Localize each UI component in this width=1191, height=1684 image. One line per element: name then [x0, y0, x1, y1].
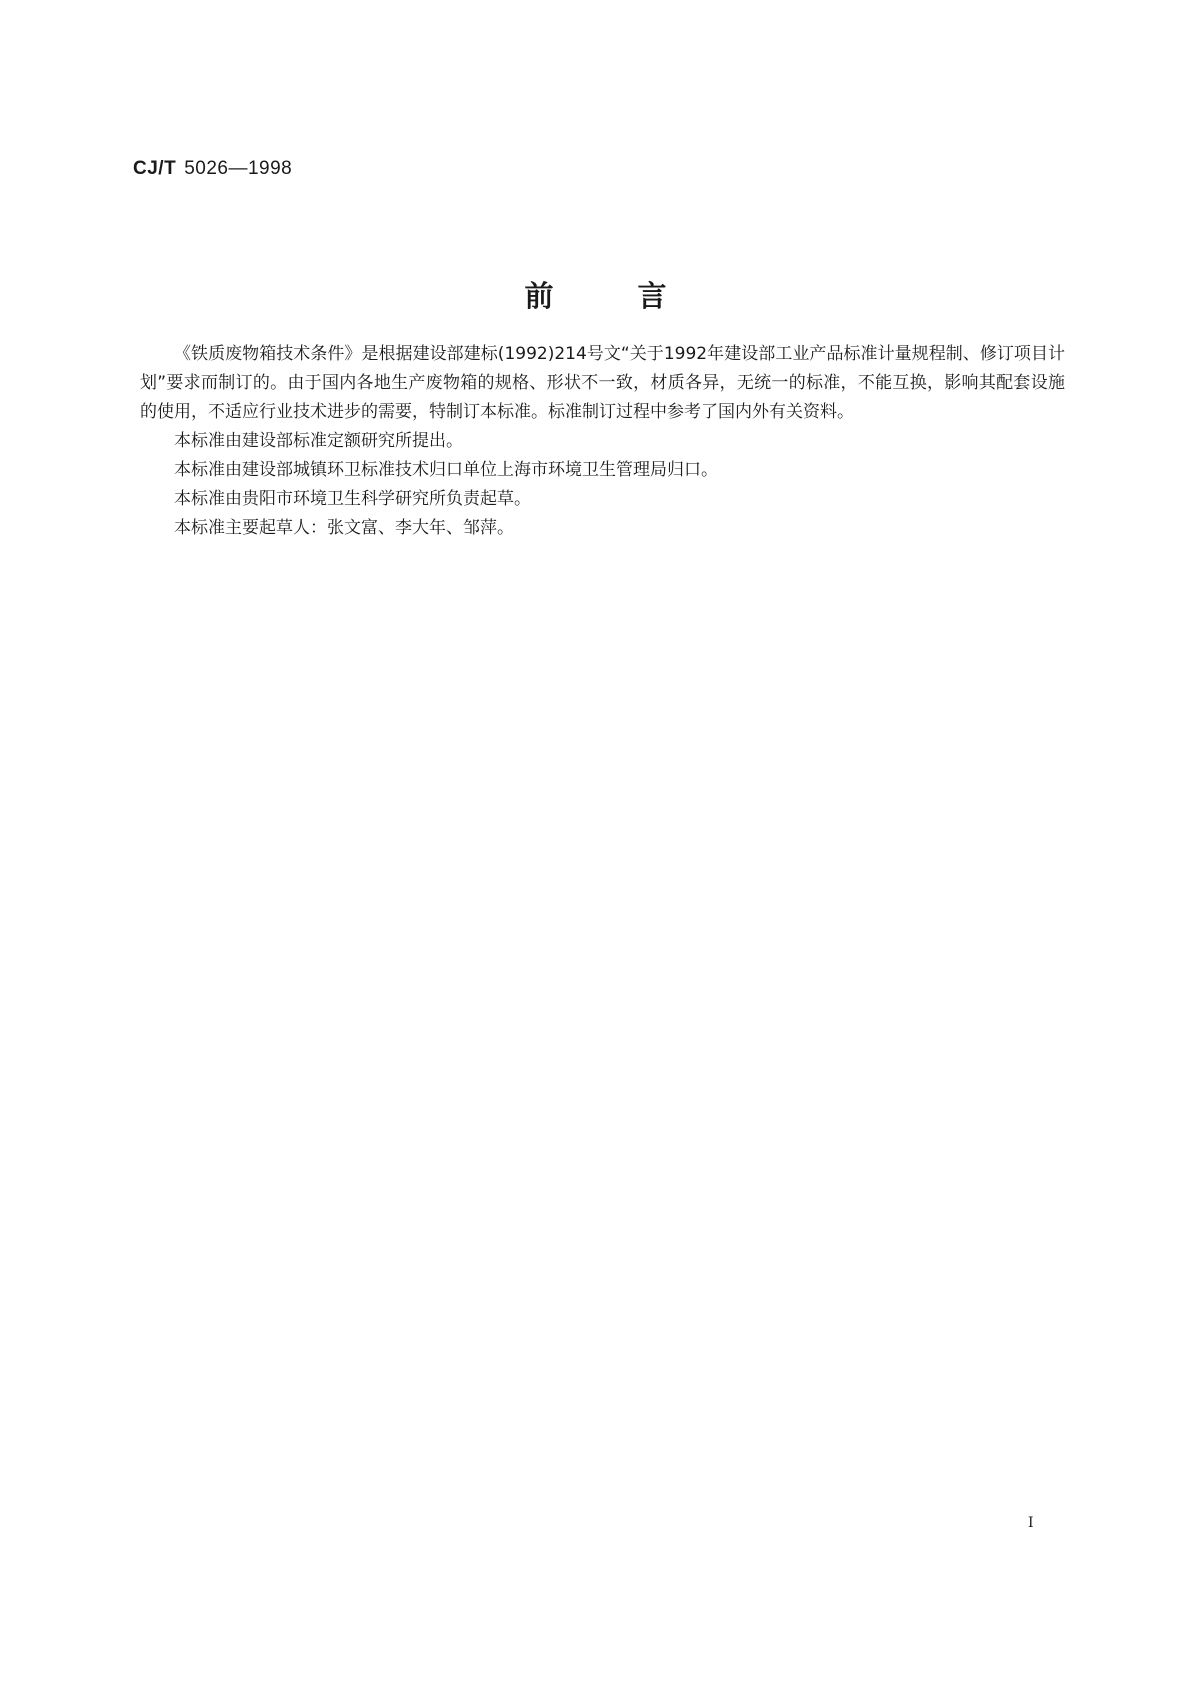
paragraph-drafter-org: 本标准由贵阳市环境卫生科学研究所负责起草。: [174, 489, 531, 509]
paragraph-drafters: 本标准主要起草人：张文富、李大年、邹萍。: [174, 518, 514, 538]
page-title: 前言: [524, 279, 751, 313]
paragraph-proposer: 本标准由建设部标准定额研究所提出。: [174, 431, 463, 451]
document-code: [133, 158, 292, 180]
paragraph-background: 《铁质废物箱技术条件》是根据建设部建标(1992)214号文“关于1992年建设部工业产品标准计量规程制、修订项目计划”要求而制订的。由于国内各地生产废物箱的规格、形状不一致，材质各异，无统一的标准，不能互换，影响其配套设施的使用，不适应行业技术进步的需要，特制订本标准。标准制订过程中参考了国内外有关资料。: [140, 344, 1065, 422]
document-code-number: 5026—1998: [184, 158, 293, 179]
paragraph-responsible-unit: 本标准由建设部城镇环卫标准技术归口单位上海市环境卫生管理局归口。: [174, 460, 718, 480]
foreword-body: [140, 340, 1065, 543]
page-number: I: [1028, 1515, 1034, 1531]
document-code-prefix: CJ/T: [133, 158, 177, 179]
